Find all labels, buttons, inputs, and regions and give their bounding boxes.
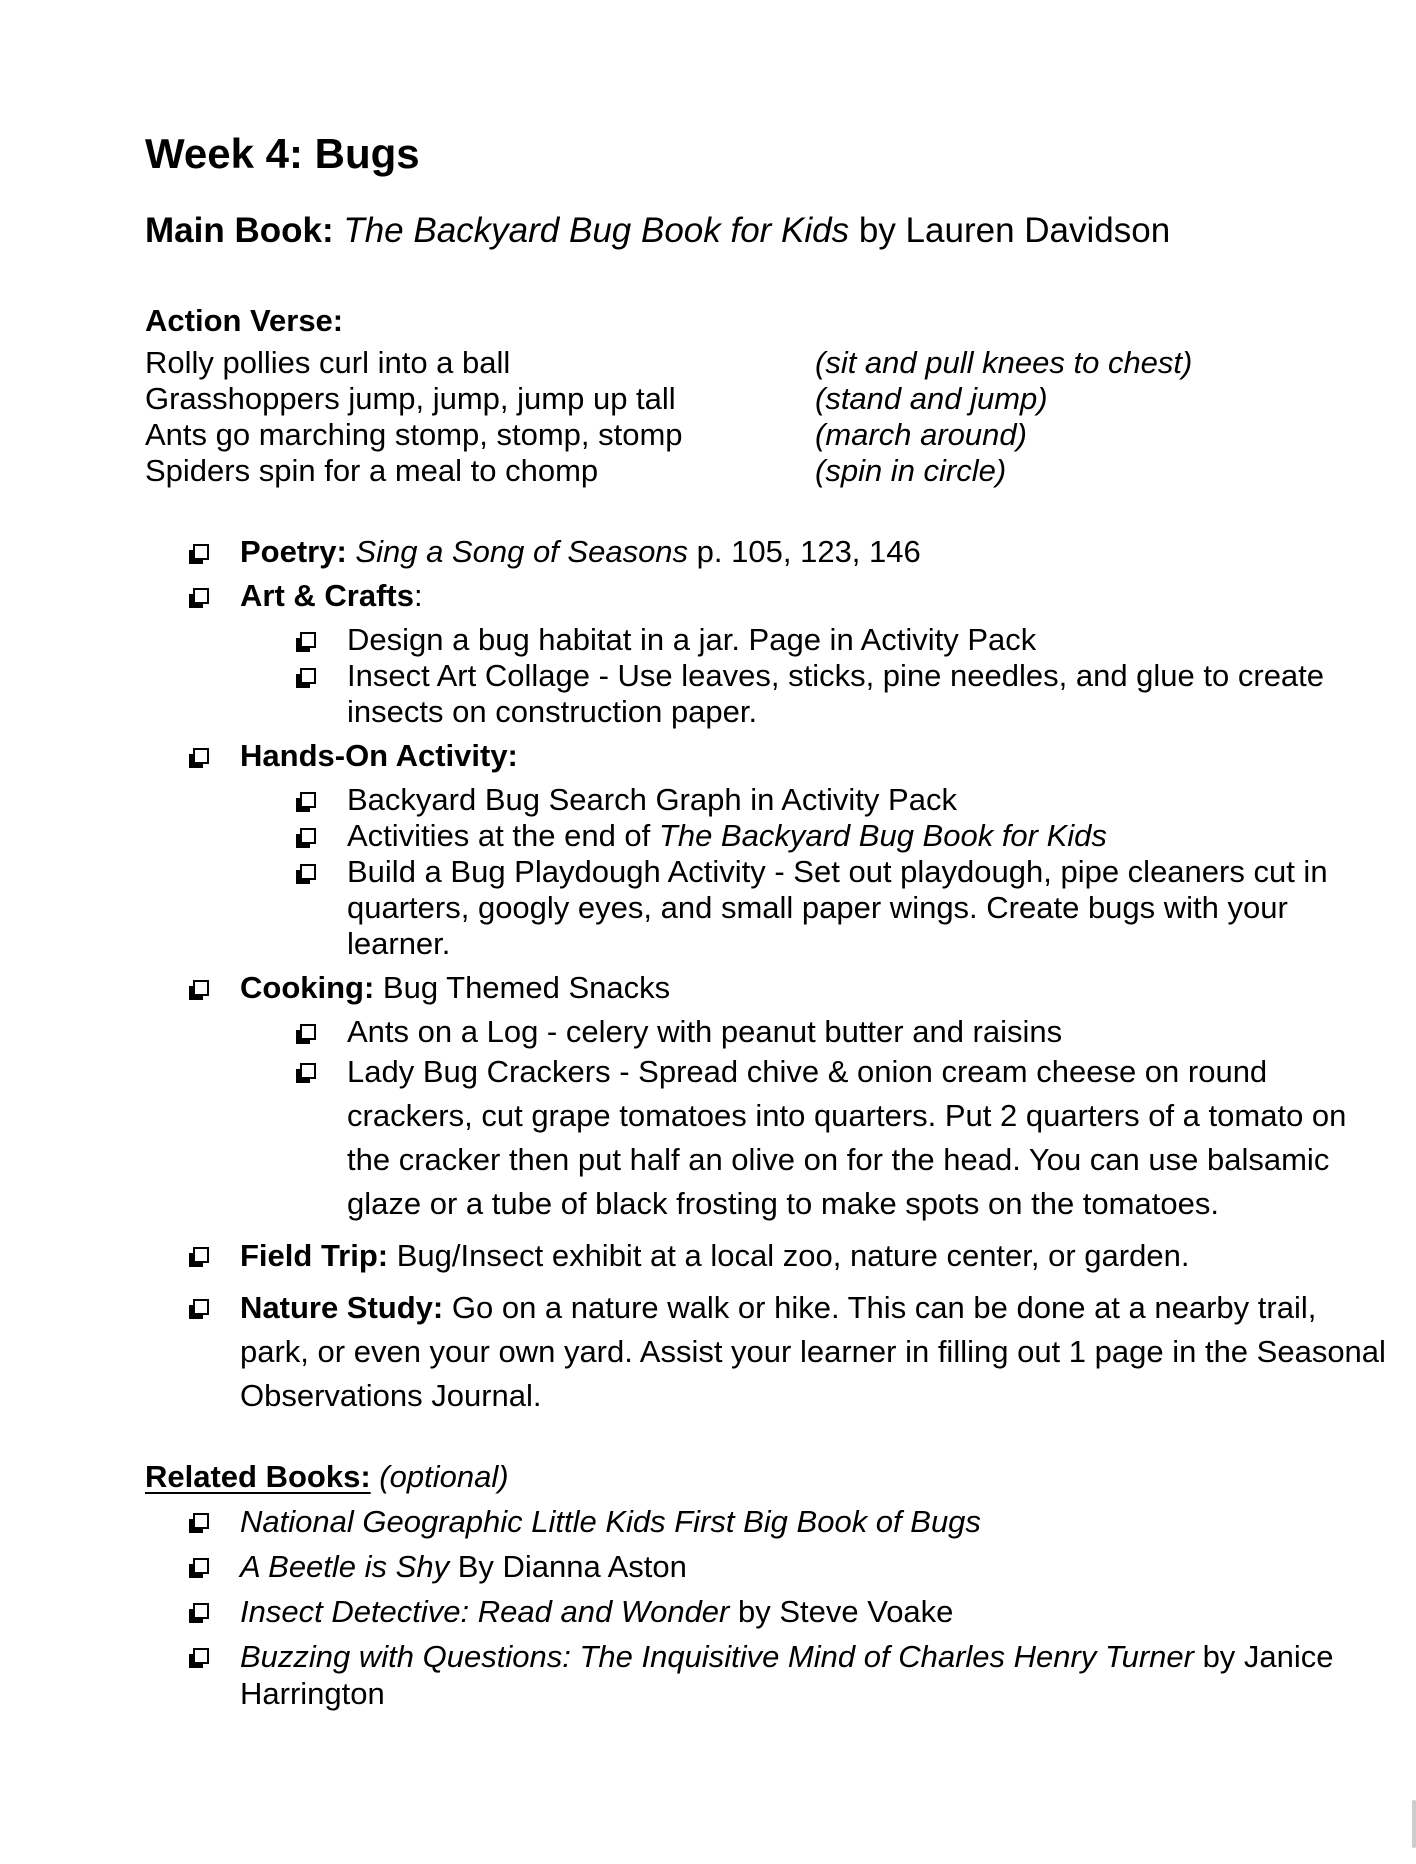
- checkbox-icon[interactable]: [193, 1513, 209, 1529]
- related-book-item: [145, 1548, 1386, 1585]
- verse-row: [145, 381, 1386, 417]
- checklist-item-text: [347, 818, 1107, 853]
- text-segment: Bug/Insect exhibit at a local zoo, nature center, or garden.: [396, 1238, 1190, 1273]
- checklist-item-text: [240, 1290, 1386, 1413]
- main-book-label: Main Book:: [145, 211, 344, 250]
- action-verse-heading: Action Verse:: [145, 303, 344, 338]
- checklist-item: [145, 1234, 1386, 1278]
- text-segment: Go on a nature walk or hike. This can be done at a nearby trail, park, or even your own yard. Assist your learner in filling out 1 page in the Seasonal Observations Journal.: [240, 1290, 1386, 1413]
- related-books-label: Related Books:: [145, 1459, 371, 1494]
- checklist-item: [145, 782, 1386, 818]
- main-book-line: [145, 211, 1386, 251]
- scrollbar-remnant[interactable]: [1412, 1800, 1416, 1848]
- action-verse-list: [145, 345, 1386, 489]
- verse-row: [145, 453, 1386, 489]
- text-segment: by Janice Harrington: [240, 1639, 1334, 1711]
- related-books-note: (optional): [379, 1459, 509, 1494]
- related-book-text: [240, 1504, 981, 1539]
- related-book-text: [240, 1639, 1334, 1711]
- checkbox-icon[interactable]: [300, 1063, 316, 1079]
- text-segment: Art & Crafts: [240, 578, 414, 613]
- checkbox-icon[interactable]: [300, 864, 316, 880]
- checkbox-icon[interactable]: [300, 828, 316, 844]
- text-segment: National Geographic Little Kids First Big Book of Bugs: [240, 1504, 981, 1539]
- checklist-item: [145, 1050, 1386, 1226]
- checklist-item-text: [347, 1014, 1062, 1049]
- text-segment: By Dianna Aston: [449, 1549, 687, 1584]
- checkbox-icon[interactable]: [193, 980, 209, 996]
- checklist-item-text: [347, 782, 957, 817]
- checkbox-icon[interactable]: [193, 1299, 209, 1315]
- text-segment: Nature Study:: [240, 1290, 452, 1325]
- checklist-item-text: [240, 578, 423, 613]
- checkbox-icon[interactable]: [193, 1247, 209, 1263]
- checklist-item-text: [240, 534, 921, 569]
- related-book-text: [240, 1594, 953, 1629]
- text-segment: Buzzing with Questions: The Inquisitive Mind of Charles Henry Turner: [240, 1639, 1194, 1674]
- checklist-item-text: [240, 738, 518, 773]
- text-segment: Poetry:: [240, 534, 356, 569]
- text-segment: Build a Bug Playdough Activity - Set out playdough, pipe cleaners cut in quarters, googly eyes, and small paper wings. Create bugs with your learner.: [347, 854, 1328, 961]
- text-segment: :: [413, 578, 423, 613]
- related-books-heading: [145, 1458, 1386, 1495]
- related-book-item: [145, 1638, 1386, 1712]
- checklist-item: [145, 818, 1386, 854]
- main-book-title: The Backyard Bug Book for Kids: [343, 211, 850, 250]
- text-segment: A Beetle is Shy: [240, 1549, 450, 1584]
- checklist-item-text: [240, 1238, 1189, 1273]
- checklist-item: [145, 1286, 1386, 1418]
- text-segment: p. 105, 123, 146: [688, 534, 921, 569]
- verse-text: Rolly pollies curl into a ball: [145, 345, 511, 380]
- checklist-item-text: [347, 854, 1328, 961]
- checkbox-icon[interactable]: [193, 1648, 209, 1664]
- verse-text: Grasshoppers jump, jump, jump up tall: [145, 381, 676, 416]
- activity-checklist: [145, 534, 1386, 1418]
- related-book-item: [145, 1503, 1386, 1540]
- text-segment: Insect Art Collage - Use leaves, sticks, pine needles, and glue to create insects on construction paper.: [347, 658, 1325, 729]
- related-book-item: [145, 1593, 1386, 1630]
- text-segment: by Steve Voake: [729, 1594, 954, 1629]
- checklist-item: [145, 534, 1386, 570]
- related-book-text: [240, 1549, 687, 1584]
- checklist-item: [145, 578, 1386, 614]
- verse-action: (sit and pull knees to chest): [815, 345, 1193, 380]
- checkbox-icon[interactable]: [193, 544, 209, 560]
- checklist-item-text: [240, 970, 670, 1005]
- text-segment: Ants on a Log - celery with peanut butter and raisins: [347, 1014, 1063, 1049]
- text-segment: Activities at the end of: [347, 818, 659, 853]
- text-segment: Backyard Bug Search Graph in Activity Pack: [347, 782, 957, 817]
- verse-row: [145, 345, 1386, 381]
- page-title: Week 4: Bugs: [145, 130, 420, 177]
- text-segment: Lady Bug Crackers - Spread chive & onion cream cheese on round crackers, cut grape tomatoes into quarters. Put 2 quarters of a tomato on the cracker then put half an olive on for the head. You can use balsamic glaze or a tube of black frosting to make spots on the tomatoes.: [347, 1054, 1347, 1221]
- text-segment: Bug Themed Snacks: [382, 970, 671, 1005]
- checklist-item: [145, 1014, 1386, 1050]
- checklist-item-text: [347, 658, 1324, 729]
- text-segment: Insect Detective: Read and Wonder: [240, 1594, 730, 1629]
- checkbox-icon[interactable]: [193, 588, 209, 604]
- verse-action: (spin in circle): [815, 453, 1007, 488]
- text-segment: Sing a Song of Seasons: [355, 534, 689, 569]
- verse-text: Spiders spin for a meal to chomp: [145, 453, 599, 488]
- checkbox-icon[interactable]: [300, 632, 316, 648]
- checklist-item: [145, 622, 1386, 658]
- checklist-item-text: [347, 622, 1036, 657]
- checkbox-icon[interactable]: [300, 792, 316, 808]
- checklist-item: [145, 658, 1386, 730]
- text-segment: Design a bug habitat in a jar. Page in Activity Pack: [347, 622, 1037, 657]
- checklist-item: [145, 970, 1386, 1006]
- text-segment: Hands-On Activity:: [240, 738, 518, 773]
- verse-action: (stand and jump): [815, 381, 1048, 416]
- text-segment: Field Trip:: [240, 1238, 397, 1273]
- related-books-list: [145, 1503, 1386, 1712]
- checkbox-icon[interactable]: [193, 748, 209, 764]
- main-book-author: by Lauren Davidson: [849, 211, 1171, 250]
- checklist-item: [145, 738, 1386, 774]
- verse-row: [145, 417, 1386, 453]
- checklist-item-text: [347, 1054, 1346, 1221]
- text-segment: Cooking:: [240, 970, 383, 1005]
- verse-text: Ants go marching stomp, stomp, stomp: [145, 417, 683, 452]
- verse-action: (march around): [815, 417, 1027, 452]
- text-segment: The Backyard Bug Book for Kids: [658, 818, 1107, 853]
- checklist-item: [145, 854, 1386, 962]
- checkbox-icon[interactable]: [193, 1603, 209, 1619]
- checkbox-icon[interactable]: [300, 1024, 316, 1040]
- checkbox-icon[interactable]: [300, 668, 316, 684]
- checkbox-icon[interactable]: [193, 1558, 209, 1574]
